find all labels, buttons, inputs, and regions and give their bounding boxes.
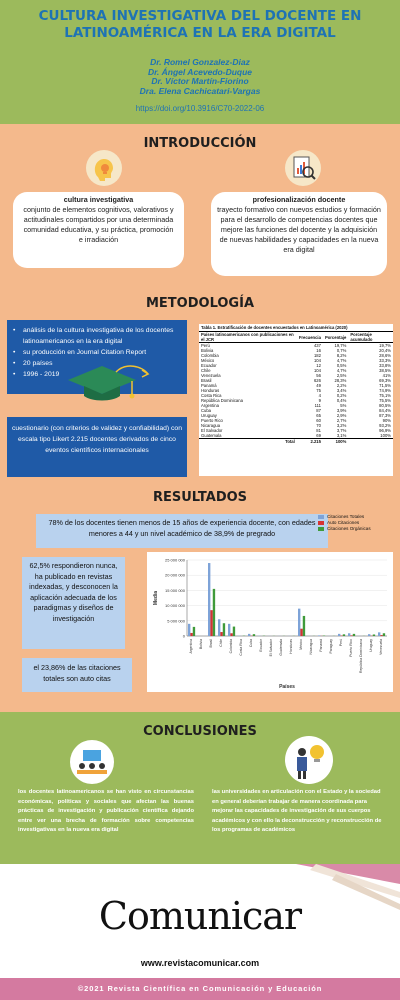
table-cell: 28,6%: [379, 353, 391, 358]
intro-card-prof-head: profesionalización docente: [252, 195, 346, 204]
poster-title: CULTURA INVESTIGATIVA DEL DOCENTE EN LATINOAMÉRICA EN LA ERA DIGITAL: [38, 8, 362, 41]
doi-link[interactable]: https://doi.org/10.3916/C70-2022-06: [135, 104, 265, 113]
comunicar-logo: Comunicar: [98, 894, 302, 938]
intro-card-prof-body: trayecto formativo con nuevos estudios y formación para el desarrollo de competencias docentes que mejore las funciones del docente y la adquisición de nuevas habilidades y capacidades en la nueva era digital: [217, 205, 381, 254]
chart-bar: [248, 634, 250, 636]
citations-chart-svg: [147, 552, 393, 692]
results-box-experience: 78% de los docentes tienen menos de 15 años de experiencia docente, con edades menores a 44 y un nivel académico de 38,9% de pregrado: [36, 514, 328, 548]
author-1: Dr. Romel Gonzalez-Diaz: [150, 57, 250, 67]
chart-bar: [338, 634, 340, 636]
intro-card-cultura-body: conjunto de elementos cognitivos, valorativos y actitudinales compartidos por una determinada comunidad educativa, y su práctica, promoción e irradiación: [23, 205, 174, 244]
chart-bar: [193, 627, 195, 636]
table-cell: Ecuador: [201, 363, 217, 368]
x-tick-label: República Dominicana: [359, 639, 363, 673]
results-title: RESULTADOS: [152, 490, 248, 505]
col-header: Frecuencia: [297, 332, 323, 343]
table-cell: 49: [316, 383, 321, 388]
table-cell: 2,9%: [336, 413, 347, 418]
author-2: Dr. Ángel Acevedo-Duque: [147, 66, 253, 77]
website-link[interactable]: www.revistacomunicar.com: [140, 958, 260, 968]
table-cell: 69,3%: [379, 378, 391, 383]
x-tick-label: Honduras: [289, 639, 293, 654]
table-cell: 626: [313, 378, 321, 383]
table-cell: 2.215: [297, 439, 323, 445]
table-cell: 0,5%: [336, 363, 347, 368]
table-cell: 16: [316, 348, 321, 353]
results-box-autocitas: el 23,86% de las citaciones totales son auto citas: [22, 658, 132, 692]
x-tick-label: Costa Rica: [239, 639, 243, 656]
table-cell: 19,7%: [334, 343, 347, 348]
chart-bar: [300, 629, 302, 636]
table-cell: 28,3%: [334, 378, 347, 383]
y-tick-label: 25 000 000: [164, 557, 185, 563]
x-tick-label: Venezuela: [379, 639, 383, 655]
chart-bar: [343, 634, 345, 636]
stratification-table: [199, 324, 393, 476]
conclusions-section: [0, 712, 400, 864]
x-tick-label: México: [299, 639, 303, 650]
x-tick-label: Uruguay: [369, 639, 373, 652]
table-cell: 87,3%: [379, 413, 391, 418]
chart-bar: [298, 609, 300, 636]
table-cell: México: [201, 358, 215, 363]
x-tick-label: Paraguay: [329, 639, 333, 654]
table-cell: Costa Rica: [201, 393, 222, 398]
table-cell: Puerto Rico: [201, 418, 223, 423]
results-legend: [318, 514, 394, 540]
y-tick-label: 15 000 000: [164, 587, 185, 593]
author-4: Dra. Elena Cachicatari-Vargas: [139, 85, 261, 96]
table-cell: 3,1%: [336, 433, 347, 438]
table-cell: 104: [313, 358, 321, 363]
legend-swatch: [318, 521, 324, 525]
table-cell: 0,7%: [336, 348, 347, 353]
chart-bar: [233, 627, 235, 636]
table-cell: 3,2%: [336, 423, 347, 428]
chart-bar: [303, 616, 305, 636]
table-cell: 20,4%: [379, 348, 391, 353]
x-tick-label: Argentina: [189, 639, 193, 654]
x-tick-label: Colombia: [229, 639, 233, 654]
idea-person-icon: [285, 736, 333, 784]
report-magnifier-icon: [285, 150, 321, 186]
table-cell: 90%: [382, 418, 391, 423]
table-cell: 74,9%: [379, 388, 391, 393]
table-cell: 33,3%: [379, 358, 391, 363]
table-cell: 5%: [340, 403, 347, 408]
legend-item: [318, 526, 394, 532]
copyright-bar: [0, 978, 400, 1000]
chart-bar: [253, 634, 255, 636]
table-cell: 75,1%: [379, 393, 391, 398]
x-tick-label: Perú: [339, 639, 343, 647]
table-cell: 9: [318, 398, 321, 403]
y-tick-label: 0: [182, 633, 185, 639]
table-cell: Honduras: [201, 388, 220, 393]
graduation-cap-icon: [62, 360, 152, 404]
table-cell: 19,7%: [379, 343, 391, 348]
table-cell: 0,4%: [336, 398, 347, 403]
table-cell: Panamá: [201, 383, 217, 388]
table-cell: 75,5%: [379, 398, 391, 403]
concl-left-text: los docentes latinoamericanos se han visto en circunstancias económicas, políticas y sociales que afectan las buenas prácticas de investigación y publicación científica dejando entre ver una brecha de formación sobre competencias investigativas en la nueva era digital: [18, 789, 194, 833]
results-box-publication: 62,5% respondieron nunca, ha publicado en revistas indexadas, y desconocen la aplicación adecuada de los paradigmas y diseños de investigación: [22, 557, 125, 649]
lightbulb-head-icon: [86, 150, 122, 186]
table-cell: 0,2%: [336, 393, 347, 398]
table-cell: Venezuela: [201, 373, 221, 378]
table-cell: 41%: [382, 373, 391, 378]
x-tick-label: Guatemala: [279, 639, 283, 656]
chart-bar: [378, 632, 380, 636]
table-cell: 3,9%: [336, 408, 347, 413]
chart-bar: [348, 633, 350, 636]
x-tick-label: Nicaragua: [309, 639, 313, 655]
chart-bar: [188, 624, 190, 636]
chart-bar: [230, 633, 232, 636]
author-list: [60, 58, 340, 96]
table-cell: 4,7%: [336, 368, 347, 373]
table-cell: 96,9%: [379, 428, 391, 433]
legend-label: Auto Citaciones: [327, 520, 360, 525]
table-cell: [348, 439, 393, 445]
table-cell: Total: [199, 439, 297, 445]
footer: [0, 864, 400, 1000]
chart-bar: [218, 619, 220, 636]
table-cell: 75: [316, 388, 321, 393]
legend-swatch: [318, 527, 324, 531]
chart-bar: [190, 633, 192, 636]
table-cell: 81: [316, 428, 321, 433]
table-cell: Guatemala: [201, 433, 222, 438]
table-cell: 111: [314, 403, 321, 408]
col-header: Porcentaje acumulado: [348, 332, 393, 343]
table-body: [199, 343, 393, 445]
table-cell: Colombia: [201, 353, 219, 358]
x-tick-label: Ecuador: [259, 639, 263, 652]
chart-bar: [373, 634, 375, 636]
legend-label: Citaciones Orgánicas: [327, 526, 371, 531]
table-cell: El Salvador: [201, 428, 223, 433]
method-bullet: • análisis de la cultura investigativa de los docentes latinoamericanos en la era digital: [13, 325, 181, 347]
table-cell: 182: [313, 353, 321, 358]
table-cell: Brasil: [201, 378, 212, 383]
table-total-row: [199, 439, 393, 445]
x-tick-label: Brasil: [209, 639, 213, 648]
y-tick-label: 20 000 000: [164, 572, 185, 578]
table-cell: 69: [316, 433, 321, 438]
table-cell: 80,5%: [379, 403, 391, 408]
table-cell: 4,7%: [336, 358, 347, 363]
chart-bar: [228, 624, 230, 636]
table-cell: 56: [316, 373, 321, 378]
table-cell: Chile: [201, 368, 211, 373]
table-cell: 3,7%: [336, 428, 347, 433]
table-cell: 2,5%: [336, 373, 347, 378]
method-bullet: • 20 países: [13, 358, 181, 369]
y-tick-label: 5 000 000: [167, 618, 185, 624]
x-tick-label: Chile: [219, 639, 223, 647]
table-cell: 87: [316, 408, 321, 413]
table-cell: 84,4%: [379, 408, 391, 413]
y-axis-label: Media: [153, 590, 159, 606]
x-tick-label: El Salvador: [269, 639, 273, 657]
x-tick-label: Panamá: [319, 639, 323, 652]
legend-swatch: [318, 515, 324, 519]
chart-bar: [210, 610, 212, 636]
header-banner: [0, 0, 400, 124]
chart-bar: [368, 634, 370, 636]
table-cell: 65: [316, 413, 321, 418]
table-header-row: [199, 332, 393, 343]
table-cell: Perú: [201, 343, 210, 348]
author-3: Dr. Víctor Martín-Fiorino: [151, 76, 249, 86]
intro-card-profesionalizacion: [211, 192, 387, 276]
method-questionnaire-box: cuestionario (con criterios de validez y confiabilidad) con escala tipo Likert 2.215 docentes derivados de cinco eventos científicos internacionales: [7, 417, 187, 477]
concl-title: CONCLUSIONES: [143, 724, 257, 739]
table-cell: Argentina: [201, 403, 219, 408]
table-cell: 12: [316, 363, 321, 368]
col-header: Países latinoamericanos con publicaciones en el JCR: [199, 332, 297, 343]
chart-bar: [350, 635, 352, 636]
citations-chart: [147, 552, 393, 692]
x-tick-label: Puerto Rico: [349, 639, 353, 657]
chart-bar: [213, 589, 215, 636]
table-cell: 100%: [323, 439, 348, 445]
table-cell: 100%: [380, 433, 391, 438]
chart-bar: [223, 623, 225, 636]
x-tick-label: Bolivia: [199, 639, 203, 649]
table-cell: 104: [313, 368, 321, 373]
chart-bar: [353, 634, 355, 636]
chart-bar: [208, 563, 210, 636]
chart-bar: [380, 635, 382, 636]
table-cell: Nicaragua: [201, 423, 221, 428]
copyright-text: ©2021 Revista Científica en Comunicación y Educación: [77, 984, 323, 993]
table-cell: 71,5%: [379, 383, 391, 388]
table-cell: 70: [316, 423, 321, 428]
col-header: Porcentaje: [323, 332, 348, 343]
table-cell: República Dominicana: [201, 398, 243, 403]
x-axis-label: Países: [279, 684, 295, 690]
x-tick-label: Cuba: [249, 639, 253, 648]
team-meeting-icon: [70, 740, 114, 784]
legend-label: Citaciones Totales: [327, 514, 365, 519]
table-caption: Tabla 1. Estratificación de docentes encuestados en Latinoamérica (2020): [199, 324, 393, 332]
table-cell: 33,8%: [379, 363, 391, 368]
table-cell: 2,2%: [336, 383, 347, 388]
y-tick-label: 10 000 000: [164, 603, 185, 609]
concl-right-text: las universidades en articulación con el Estado y la sociedad en general deberían trabajar de manera coordinada para mejorar las capacidades de investigación de sus cuerpos académicos y con ello la deconstrucción y reconstrucción de los programas de académicos: [212, 789, 382, 833]
table-cell: 38,5%: [379, 368, 391, 373]
table-cell: Cuba: [201, 408, 212, 413]
chart-bar: [383, 633, 385, 636]
table-cell: 4: [318, 393, 321, 398]
table-cell: 437: [313, 343, 321, 348]
intro-card-cultura-head: cultura investigativa: [63, 195, 134, 204]
table-cell: Bolivia: [201, 348, 214, 353]
method-bullet: • su producción en Journal Citation Report: [13, 347, 181, 358]
table-cell: 8,2%: [336, 353, 347, 358]
method-title: METODOLOGÍA: [145, 296, 255, 311]
table-cell: 60: [316, 418, 321, 423]
table-cell: 2,7%: [336, 418, 347, 423]
chart-bar: [220, 632, 222, 636]
chart-bar: [318, 635, 320, 636]
table-cell: 93,2%: [379, 423, 391, 428]
table-cell: Uruguay: [201, 413, 217, 418]
method-bullet: • 1996 - 2019: [13, 369, 181, 380]
intro-title: INTRODUCCIÓN: [143, 136, 257, 151]
intro-card-cultura: [13, 192, 184, 268]
table-cell: 3,4%: [336, 388, 347, 393]
data-table: [199, 332, 393, 444]
